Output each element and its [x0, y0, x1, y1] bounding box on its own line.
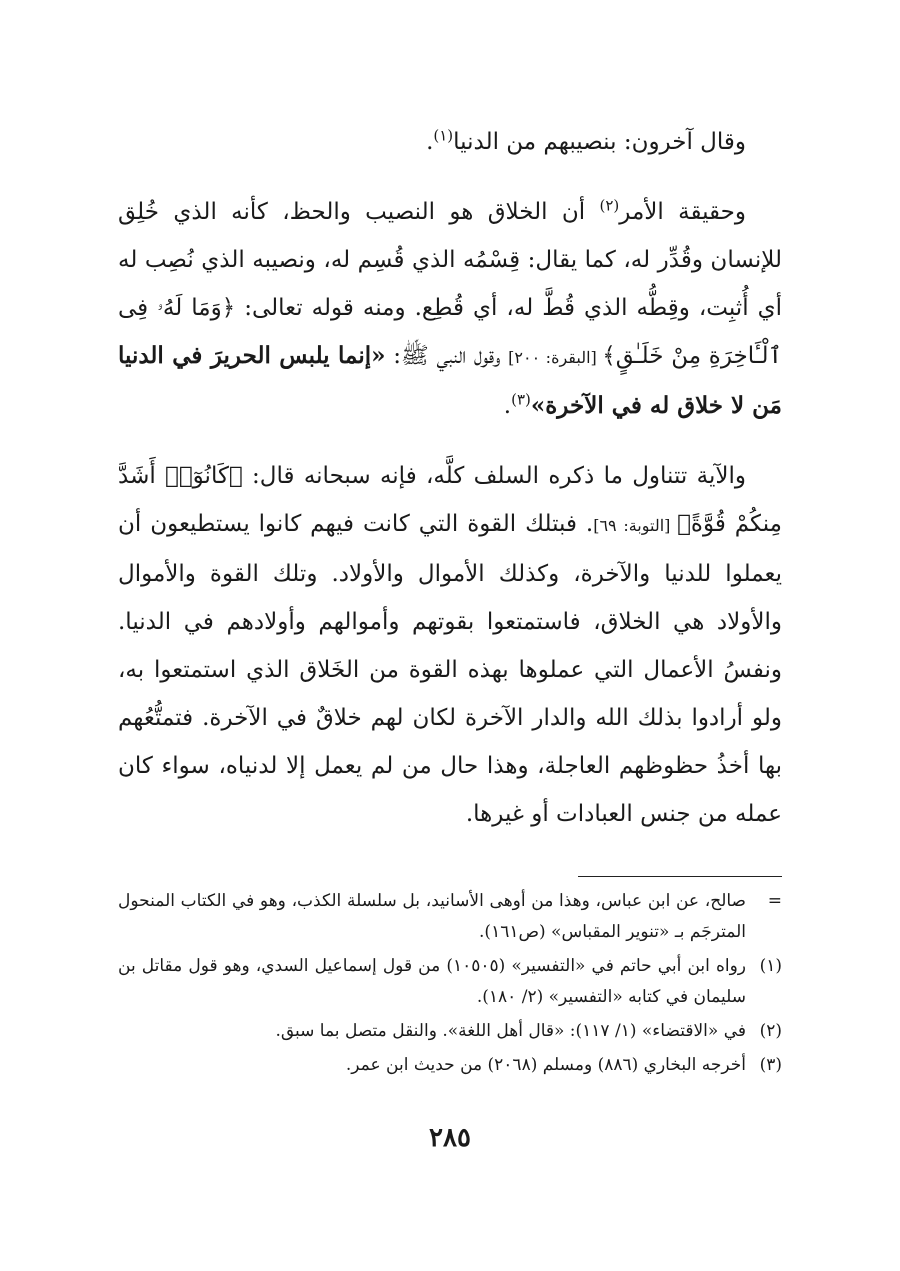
footnote-number: (١) — [759, 956, 782, 976]
footnote-text: أخرجه البخاري (٨٨٦) ومسلم (٢٠٦٨) من حديث ابن عمر. — [345, 1055, 746, 1075]
verse-reference-2: [التوبة: ٦٩] — [593, 516, 678, 535]
p2-text-c: وقول النبي ﷺ: — [385, 343, 509, 369]
p2-text-a: وحقيقة الأمر — [619, 199, 746, 225]
footnote-number: (٢) — [759, 1021, 782, 1041]
paragraph-3 — [118, 452, 782, 838]
footnote-item — [118, 886, 782, 948]
p3-text-a: والآية تتناول ما ذكره السلف كلَّه، فإنه سبحانه قال: — [242, 463, 746, 489]
p3-text-b: . فبتلك القوة التي كانت فيهم كانوا يستطيعون أن يعملوا للدنيا والآخرة، وكذلك الأموال والأولاد. وتلك القوة والأموال والأولاد هي الخلاق، فاستمتعوا بقوتهم وأموالهم وأولادهم في الدنيا. ونفسُ الأعمال التي عملوها بهذه القوة من الخَلاق الذي استمتعوا به، ولو أرادوا بذلك الله والدار الآخرة لكان لهم خلاقٌ في الآخرة. فتمتُّعُهم بها أخذُ حظوظهم العاجلة، وهذا حال من لم يعمل إلا لدنياه، سواء كان عمله من جنس العبادات أو غيرها. — [118, 511, 782, 827]
footnote-item — [118, 951, 782, 1013]
paragraph-2 — [118, 188, 782, 430]
verse-reference-1: [البقرة: ٢٠٠] — [508, 348, 603, 367]
p1-text: وقال آخرون: بنصيبهم من الدنيا — [453, 129, 746, 155]
p2-text-b: أن الخلاق هو النصيب والحظ، كأنه الذي خُلِق للإنسان وقُدِّر له، كما يقال: قِسْمُه الذي قُسِم له، ونصيبه الذي نُصِب له أي أُثبِت، وقِطُّه الذي قُطَّ له، أي قُطِع. ومنه قوله تعالى: — [118, 199, 782, 321]
footnotes — [118, 886, 782, 1084]
footnote-text: رواه ابن أبي حاتم في «التفسير» (١٠٥٠٥) من قول إسماعيل السدي، وهو قول مقاتل بن سليمان في كتابه «التفسير» (٢/ ١٨٠). — [118, 956, 746, 1007]
paragraph-1 — [118, 118, 782, 166]
footnote-ref-2[interactable]: (٢) — [599, 196, 620, 215]
footnote-text: في «الاقتضاء» (١/ ١١٧): «قال أهل اللغة». والنقل متصل بما سبق. — [275, 1021, 746, 1041]
quran-verse-1: ﴿وَمَا لَهُۥ فِى ٱلْـَٔاخِرَةِ مِنْ خَلَـٰقٍ﴾ — [118, 295, 782, 369]
footnote-number: = — [767, 891, 782, 911]
main-text — [118, 118, 782, 838]
p1-end: . — [426, 129, 434, 155]
footnote-separator — [578, 876, 782, 877]
footnote-item — [118, 1050, 782, 1081]
hadith-quote: «إنما يلبس الحريرَ في الدنيا مَن لا خلاق له في الآخرة» — [118, 342, 782, 419]
footnote-number: (٣) — [759, 1055, 782, 1075]
footnote-item — [118, 1016, 782, 1047]
page-number: ٢٨٥ — [429, 1123, 471, 1153]
footnote-ref-1[interactable]: (١) — [433, 126, 454, 145]
quran-verse-2: ﴿كَانُوٓا۟ أَشَدَّ مِنكُمْ قُوَّةً﴾ — [118, 463, 783, 537]
footnote-ref-3[interactable]: (٣) — [511, 390, 531, 409]
p2-end: . — [503, 393, 512, 419]
footnote-text: صالح، عن ابن عباس، وهذا من أوهى الأسانيد، بل سلسلة الكذب، وهو في الكتاب المنحول المترجَم بـ «تنوير المقباس» (ص١٦١). — [118, 891, 746, 942]
